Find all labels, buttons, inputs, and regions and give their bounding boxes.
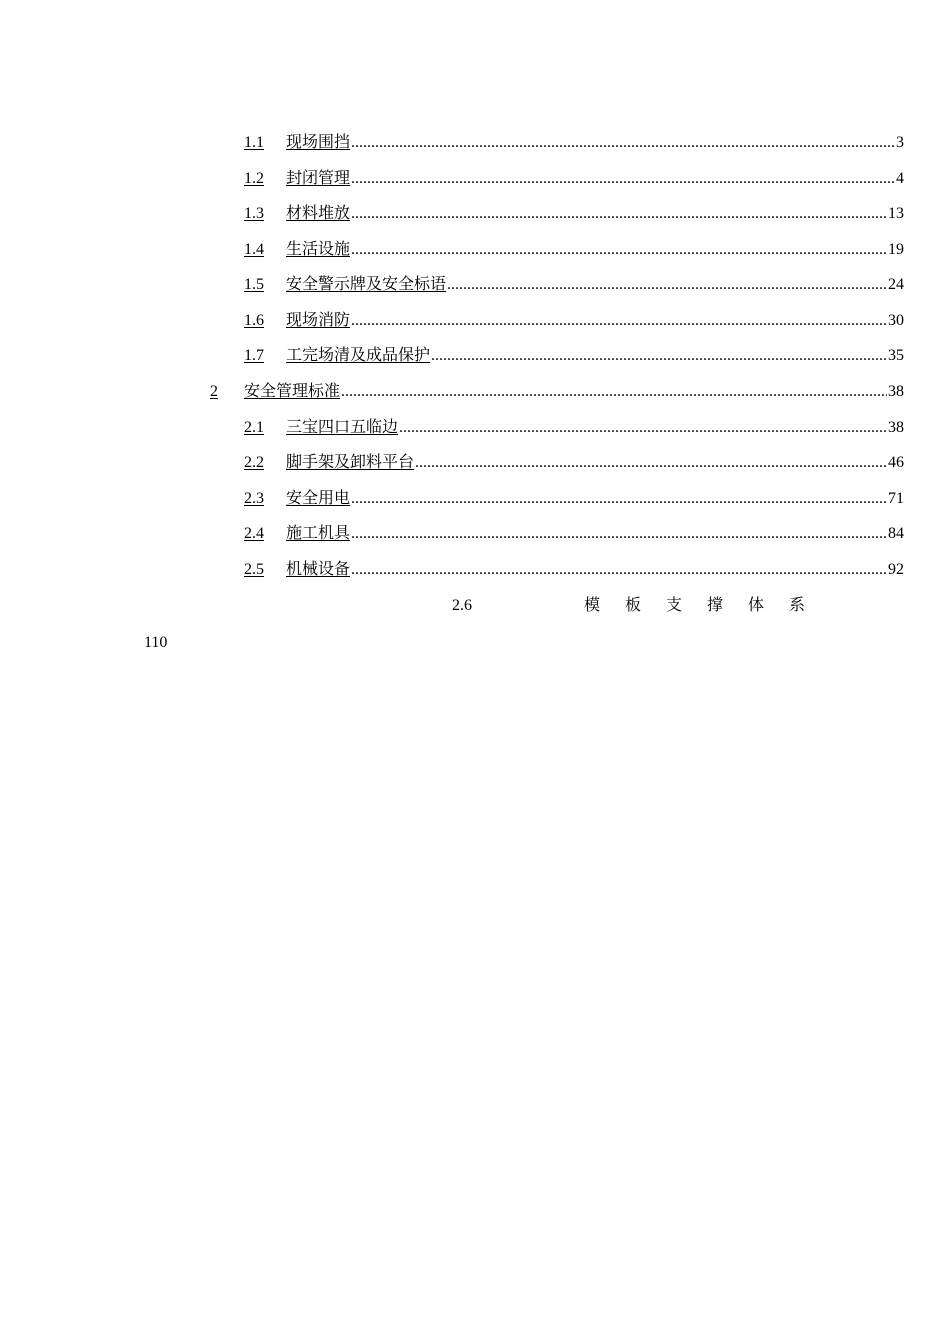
toc-entry-number: 2.1 [244,419,264,436]
toc-entry-page: 30 [888,312,904,329]
toc-entry-title: 安全用电 [286,490,351,507]
toc-entry-title: 安全警示牌及安全标语 [286,276,447,293]
toc-entry-number: 2 [210,383,218,400]
toc-dot-leader [415,452,887,474]
toc-entry-number: 1.2 [244,170,264,187]
toc-entry-title: 脚手架及卸料平台 [286,454,415,471]
toc-entry-title: 施工机具 [286,525,351,542]
toc-entry-page: 92 [888,561,904,578]
toc-entry-1-1[interactable] [244,132,904,154]
toc-dot-leader [351,203,887,225]
toc-title-char: 支 [666,597,683,614]
toc-entry-number: 2.4 [244,525,264,542]
toc-dot-leader [431,345,887,367]
toc-entry-1-6[interactable] [244,310,904,332]
toc-entry-1-3[interactable] [244,203,904,225]
toc-entry-page: 24 [888,276,904,293]
toc-entry-title: 现场消防 [286,312,351,329]
toc-entry-page: 38 [888,383,904,400]
toc-title-char: 系 [789,597,806,614]
toc-entry-number: 2.5 [244,561,264,578]
toc-entry-1-4[interactable] [244,239,904,261]
toc-entry-1-5[interactable] [244,274,904,296]
toc-dot-leader [351,559,887,581]
toc-entry-title: 生活设施 [286,241,351,258]
toc-entry-2-2[interactable] [244,452,904,474]
toc-entry-1-7[interactable] [244,345,904,367]
toc-entry-page: 38 [888,419,904,436]
toc-entry-page: 19 [888,241,904,258]
toc-entry-number: 1.3 [244,205,264,222]
toc-dot-leader [447,274,887,296]
toc-entry-2-1[interactable] [244,417,904,439]
toc-dot-leader [351,488,887,510]
toc-entry-number: 1.6 [244,312,264,329]
toc-entry-number: 2.2 [244,454,264,471]
toc-dot-leader [351,132,895,154]
toc-entry-title: 安全管理标准 [244,383,341,400]
toc-entry-title: 现场围挡 [286,134,351,151]
toc-entry-1-2[interactable] [244,168,904,190]
toc-entry-number: 2.3 [244,490,264,507]
toc-entry-title: 材料堆放 [286,205,351,222]
toc-entry-2-4[interactable] [244,523,904,545]
toc-title-char: 体 [748,597,765,614]
toc-entry-2-3[interactable] [244,488,904,510]
toc-title-char: 模 [584,597,601,614]
toc-entry-title: 机械设备 [286,561,351,578]
toc-entry-2-6-title[interactable] [584,595,830,617]
toc-entry-page: 35 [888,347,904,364]
toc-dot-leader [351,168,895,190]
toc-entry-2[interactable] [210,381,904,403]
toc-entry-number: 1.5 [244,276,264,293]
toc-dot-leader [351,239,887,261]
toc-title-char: 板 [625,597,642,614]
toc-entry-number: 1.7 [244,347,264,364]
toc-entry-2-5[interactable] [244,559,904,581]
toc-entry-2-6-page: 110 [144,634,168,651]
toc-entry-page: 84 [888,525,904,542]
toc-entry-page: 3 [896,134,904,151]
toc-entry-page: 71 [888,490,904,507]
toc-entry-page: 4 [896,170,904,187]
toc-entry-title: 三宝四口五临边 [286,419,399,436]
toc-dot-leader [351,523,887,545]
toc-entry-title: 封闭管理 [286,170,351,187]
toc-entry-page: 13 [888,205,904,222]
toc-entry-2-6-number[interactable]: 2.6 [452,597,472,614]
toc-dot-leader [341,381,887,403]
toc-title-char: 撑 [707,597,724,614]
toc-entry-page: 46 [888,454,904,471]
toc-entry-number: 1.1 [244,134,264,151]
toc-dot-leader [399,417,887,439]
toc-entry-title: 工完场清及成品保护 [286,347,431,364]
toc-dot-leader [351,310,887,332]
toc-entry-number: 1.4 [244,241,264,258]
